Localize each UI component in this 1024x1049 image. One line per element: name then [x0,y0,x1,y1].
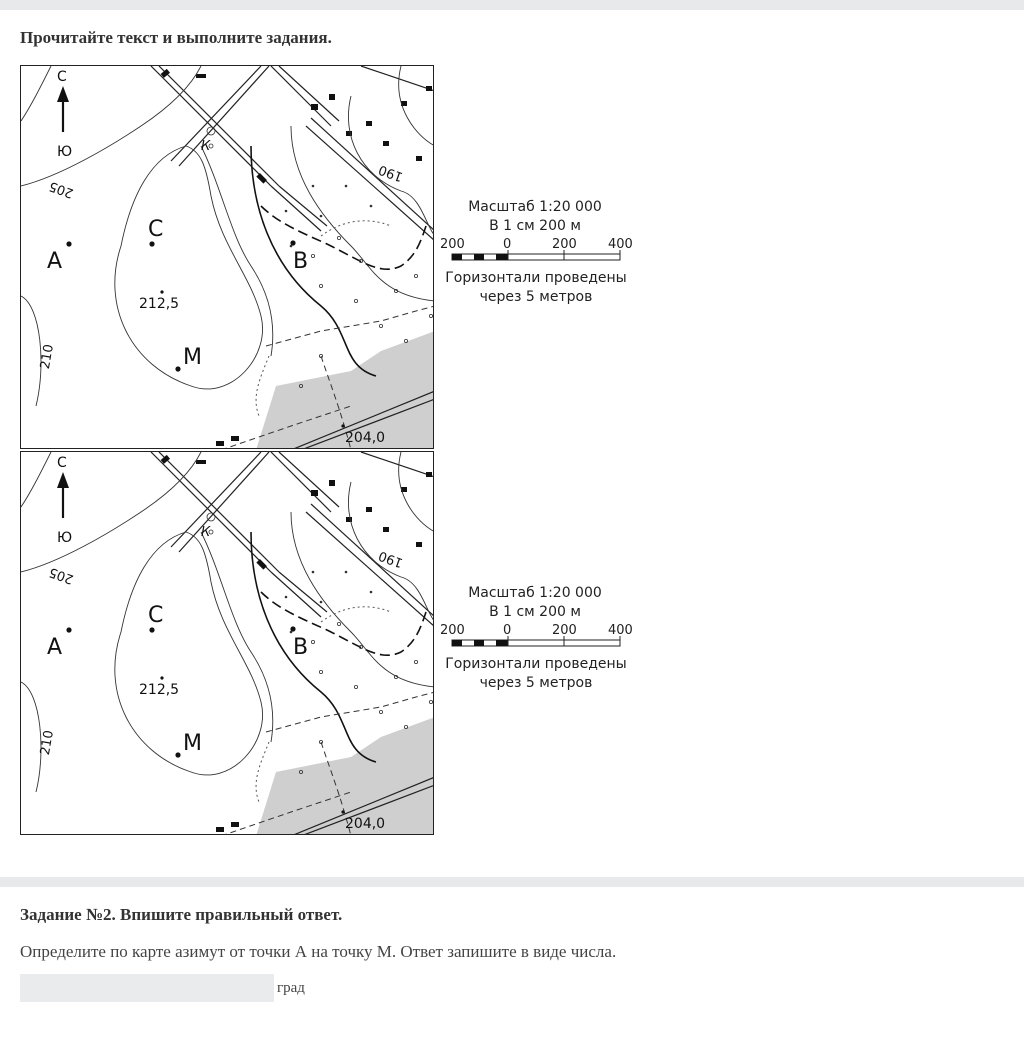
contour-190-label: 190 [376,161,406,184]
scale-tick-label: 200 [440,237,465,252]
map-legend-1 [440,199,640,305]
north-label: С [57,455,67,471]
point-m-label: М [183,731,202,756]
scale-bar [440,620,640,656]
contour-205-label: 205 [47,563,76,587]
point-b-label: В [293,249,309,274]
contour-210-label: 210 [37,729,57,757]
top-bar [0,0,1024,10]
answer-input[interactable] [20,974,274,1002]
north-label: С [57,69,67,85]
scale-subtitle: В 1 см 200 м [489,604,581,620]
topographic-map-1 [20,65,434,449]
topographic-map-2 [20,451,434,835]
south-label: Ю [57,530,73,546]
contour-note-line1: Горизонтали проведены [445,656,627,672]
elevation-204-label: 204,0 [345,430,386,446]
point-c-label: С [148,603,164,628]
scale-bar [440,234,640,270]
scale-title: Масштаб 1:20 000 [468,199,602,215]
elevation-212-label: 212,5 [139,296,180,312]
south-label: Ю [57,144,73,160]
contour-note-line1: Горизонтали проведены [445,270,627,286]
scale-tick-label: 0 [503,623,512,638]
spot-k-label: К [201,139,211,154]
point-m-label: М [183,345,202,370]
scale-tick-label: 400 [608,623,633,638]
point-c-label: С [148,217,164,242]
scale-title: Масштаб 1:20 000 [468,585,602,601]
point-a-label: А [47,635,63,660]
scale-tick-label: 400 [608,237,633,252]
task-question: Определите по карте азимут от точки А на точку М. Ответ запишите в виде числа. [20,942,617,961]
scale-tick-label: 200 [552,623,577,638]
contour-note-line2: через 5 метров [479,675,593,691]
spot-k-label: К [201,525,211,540]
task-title: Задание №2. Впишите правильный ответ. [20,905,343,924]
point-a-label: А [47,249,63,274]
map-legend-2 [440,585,640,691]
scale-subtitle: В 1 см 200 м [489,218,581,234]
contour-205-label: 205 [47,177,76,201]
scale-tick-label: 0 [503,237,512,252]
point-b-label: В [293,635,309,660]
contour-note-line2: через 5 метров [479,289,593,305]
answer-unit: град [277,980,305,996]
section-divider [0,877,1024,887]
elevation-204-label: 204,0 [345,816,386,832]
scale-tick-label: 200 [440,623,465,638]
elevation-212-label: 212,5 [139,682,180,698]
scale-tick-label: 200 [552,237,577,252]
contour-190-label: 190 [376,547,406,570]
contour-210-label: 210 [37,343,57,371]
intro-text: Прочитайте текст и выполните задания. [20,28,332,47]
